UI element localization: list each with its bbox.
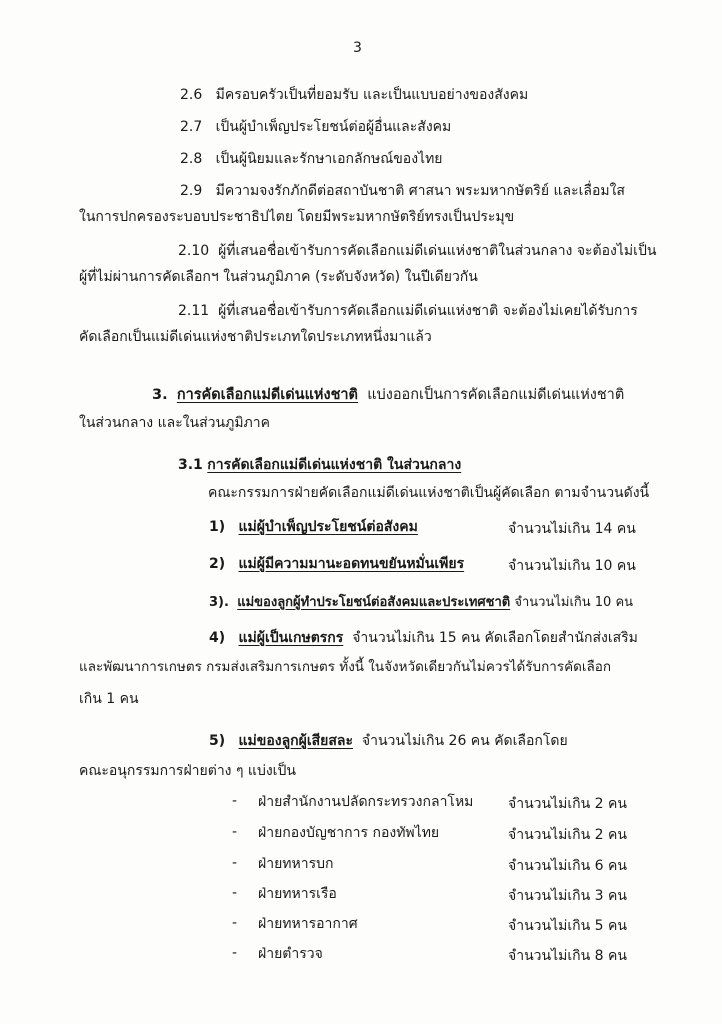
category-3-count: จำนวนไม่เกิน 10 คน [514, 595, 634, 610]
section-number: 3. [152, 387, 168, 403]
item-2-8 [180, 150, 443, 168]
division-count: จำนวนไม่เกิน 5 คน [508, 918, 627, 934]
section-number: 3.1 [178, 457, 203, 473]
category-text: จำนวนไม่เกิน 15 คน คัดเลือกโดยสำนักส่งเสริม [352, 630, 638, 646]
category-title: แม่ผู้เป็นเกษตรกร [238, 630, 344, 646]
item-2-11-continued: คัดเลือกเป็นแม่ดีเด่นแห่งชาติประเภทใดประเภทหนึ่งมาแล้ว [79, 329, 432, 345]
category-title: แม่ของลูกผู้ทำประโยชน์ต่อสังคมและประเทศชาติ [237, 595, 511, 610]
item-2-11 [178, 302, 638, 320]
category-5-continued: คณะอนุกรรมการฝ่ายต่าง ๆ แบ่งเป็น [79, 763, 296, 779]
category-4-continued-1: และพัฒนาการเกษตร กรมส่งเสริมการเกษตร ทั้งนี้ ในจังหวัดเดียวกันไม่ควรได้รับการคัดเลือก [79, 659, 612, 675]
section-3-heading [152, 386, 624, 404]
item-number: 2.11 [178, 303, 210, 319]
section-3-1-heading [178, 456, 461, 474]
division-count: จำนวนไม่เกิน 2 คน [508, 827, 627, 843]
division-dash: - [232, 885, 238, 901]
category-title: แม่ผู้มีความมานะอดทนขยันหมั่นเพียร [238, 556, 465, 572]
category-3 [209, 594, 633, 612]
category-4-continued-2: เกิน 1 คน [79, 691, 139, 707]
item-2-7 [180, 118, 451, 136]
division-dash: - [232, 824, 238, 840]
item-2-10 [178, 242, 656, 260]
division-name: ฝ่ายทหารบก [258, 856, 334, 872]
section-3-continued: ในส่วนกลาง และในส่วนภูมิภาค [79, 415, 271, 431]
item-number: 2.7 [180, 119, 203, 135]
division-name: ฝ่ายตำรวจ [258, 946, 323, 962]
category-number: 5) [209, 733, 226, 749]
section-title: การคัดเลือกแม่ดีเด่นแห่งชาติ ในส่วนกลาง [207, 457, 462, 473]
division-dash: - [232, 855, 238, 871]
item-text: มีความจงรักภักดีต่อสถาบันชาติ ศาสนา พระมหากษัตริย์ และเลื่อมใส [215, 183, 625, 199]
category-2 [209, 555, 464, 573]
category-5 [209, 732, 568, 750]
item-text: ผู้ที่เสนอชื่อเข้ารับการคัดเลือกแม่ดีเด่นแห่งชาติ จะต้องไม่เคยได้รับการ [218, 303, 638, 319]
division-dash: - [232, 945, 238, 961]
division-count: จำนวนไม่เกิน 2 คน [508, 796, 627, 812]
category-text: จำนวนไม่เกิน 26 คน คัดเลือกโดย [361, 733, 568, 749]
page-number: 3 [353, 40, 362, 56]
division-name: ฝ่ายทหารอากาศ [258, 916, 358, 932]
section-text: แบ่งออกเป็นการคัดเลือกแม่ดีเด่นแห่งชาติ [367, 387, 625, 403]
item-number: 2.8 [180, 151, 203, 167]
category-1 [209, 518, 418, 536]
division-name: ฝ่ายกองบัญชาการ กองทัพไทย [258, 825, 440, 841]
category-title: แม่ของลูกผู้เสียสละ [238, 733, 354, 749]
division-count: จำนวนไม่เกิน 8 คน [508, 948, 627, 964]
category-number: 1) [209, 519, 226, 535]
item-2-9-continued: ในการปกครองระบอบประชาธิปไตย โดยมีพระมหากษัตริย์ทรงเป็นประมุข [79, 209, 515, 225]
division-count: จำนวนไม่เกิน 6 คน [508, 858, 627, 874]
item-2-10-continued: ผู้ที่ไม่ผ่านการคัดเลือกฯ ในส่วนภูมิภาค (ระดับจังหวัด) ในปีเดียวกัน [79, 269, 478, 285]
division-name: ฝ่ายทหารเรือ [258, 886, 337, 902]
category-4 [209, 629, 638, 647]
category-number: 4) [209, 630, 226, 646]
category-title: แม่ผู้บำเพ็ญประโยชน์ต่อสังคม [238, 519, 418, 535]
section-title: การคัดเลือกแม่ดีเด่นแห่งชาติ [176, 387, 358, 403]
item-text: ผู้ที่เสนอชื่อเข้ารับการคัดเลือกแม่ดีเด่นแห่งชาติในส่วนกลาง จะต้องไม่เป็น [218, 243, 657, 259]
category-1-count: จำนวนไม่เกิน 14 คน [508, 521, 636, 537]
item-text: เป็นผู้นิยมและรักษาเอกลักษณ์ของไทย [215, 151, 443, 167]
division-dash: - [232, 915, 238, 931]
item-2-9 [180, 182, 625, 200]
section-3-1-intro: คณะกรรมการฝ่ายคัดเลือกแม่ดีเด่นแห่งชาติเป็นผู้คัดเลือก ตามจำนวนดังนี้ [208, 485, 650, 501]
item-number: 2.10 [178, 243, 210, 259]
division-count: จำนวนไม่เกิน 3 คน [508, 888, 627, 904]
item-number: 2.9 [180, 183, 203, 199]
category-2-count: จำนวนไม่เกิน 10 คน [508, 558, 636, 574]
division-name: ฝ่ายสำนักงานปลัดกระทรวงกลาโหม [258, 794, 474, 810]
category-number: 2) [209, 556, 226, 572]
category-number: 3). [209, 595, 229, 610]
division-dash: - [232, 793, 238, 809]
item-number: 2.6 [180, 87, 203, 103]
item-text: มีครอบครัวเป็นที่ยอมรับ และเป็นแบบอย่างของสังคม [215, 87, 529, 103]
item-2-6 [180, 86, 528, 104]
item-text: เป็นผู้บำเพ็ญประโยชน์ต่อผู้อื่นและสังคม [215, 119, 452, 135]
